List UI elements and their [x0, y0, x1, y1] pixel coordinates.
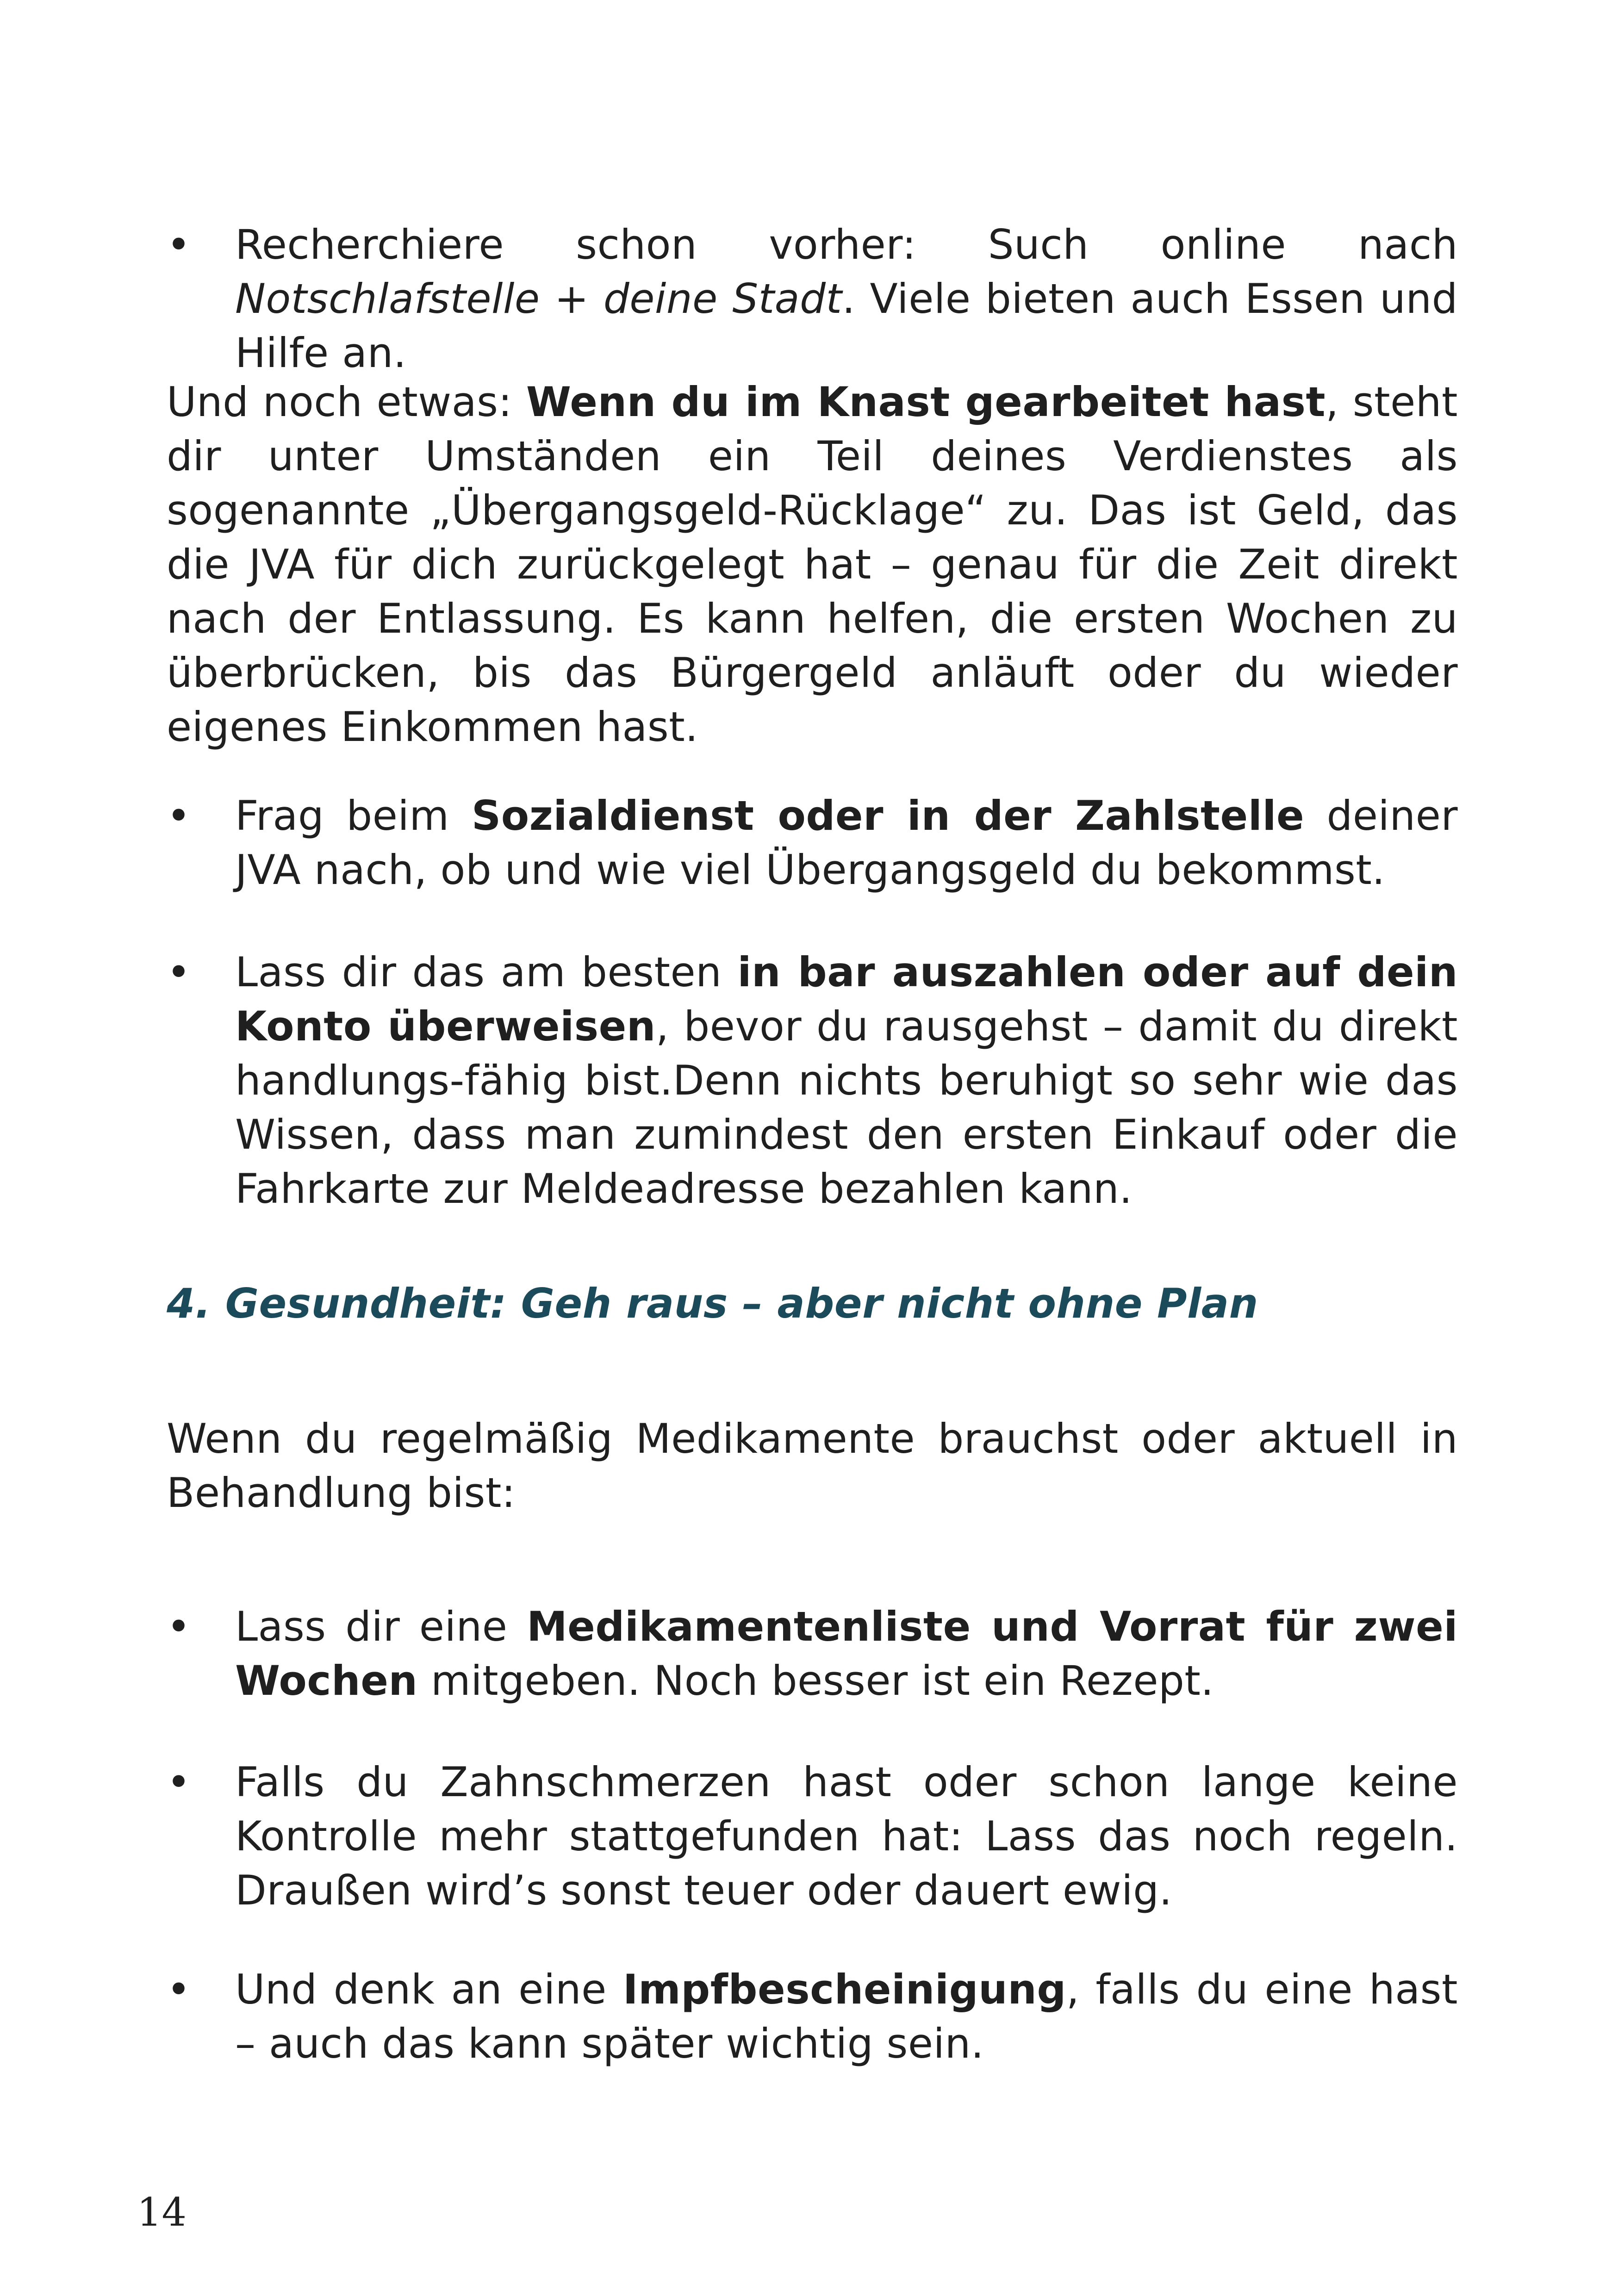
bullet-icon: • [167, 1603, 191, 1650]
bullet-item-zahnschmerzen [167, 1755, 1458, 1917]
bullet-item-research [167, 218, 1458, 380]
bullet-icon: • [167, 1758, 191, 1806]
text-run: Frag beim [235, 792, 472, 840]
paragraph-medikamente [167, 1412, 1458, 1520]
bullet-text [235, 945, 1458, 1216]
text-run: Falls du Zahnschmerzen hast oder schon lange keine Kontrolle mehr stattgefunden hat: Lass das noch regeln. Draußen wird’s sonst teuer oder dauert ewig. [235, 1758, 1458, 1914]
bullet-icon: • [167, 948, 191, 996]
text-run: Wenn du regelmäßig Medikamente brauchst oder aktuell in Behandlung bist: [167, 1415, 1458, 1517]
bullet-text [235, 789, 1458, 897]
page-number: 14 [137, 2190, 187, 2235]
bullet-item-medikamentenliste [167, 1599, 1458, 1708]
bullet-item-impfbescheinigung [167, 1962, 1458, 2071]
text-run: , falls du eine hast – auch das kann später wichtig sein. [235, 1966, 1458, 2067]
paragraph-uebergangsgeld [167, 375, 1458, 754]
bold-phrase: Sozialdienst oder in der Zahlstelle [471, 792, 1305, 840]
text-run: mitgeben. Noch besser ist ein Rezept. [417, 1657, 1214, 1705]
bold-phrase: Wenn du im Knast gearbeitet hast [526, 378, 1326, 426]
text-run: , steht dir unter Umständen ein Teil deines Verdienstes als sogenannte „Übergangsgeld-Rücklage“ zu. Das ist Geld, das die JVA für dich zurückgelegt hat – genau für die Zeit direkt nach der Entlassung. Es kann helfen, die ersten Wochen zu überbrücken, bis das Bürgergeld anläuft oder du wieder eigenes Einkommen hast. [167, 378, 1458, 751]
text-run: , bevor du rausgehst – damit du direkt handlungs-fähig bist.Denn nichts beruhigt so sehr wie das Wissen, dass man zumindest den ersten Einkauf oder die Fahrkarte zur Meldeadresse bezahlen kann. [235, 1002, 1458, 1213]
text-run: Lass dir das am besten [235, 948, 738, 996]
italic-phrase: Notschlafstelle + deine Stadt [235, 275, 842, 323]
section-heading: 4. Gesundheit: Geh raus – aber nicht ohne Plan [167, 1280, 1258, 1327]
text-run: Recherchiere schon vorher: Such online nach [235, 221, 1458, 268]
bullet-icon: • [167, 221, 191, 268]
text-run: Und noch etwas: [167, 378, 526, 426]
text-run: deiner JVA nach, ob und wie viel Übergangsgeld du bekommst. [235, 792, 1458, 894]
bold-phrase: Medikamentenliste und Vorrat für zwei Wochen [235, 1603, 1458, 1705]
text-run: Und denk an eine [235, 1966, 623, 2013]
text-run: Lass dir eine [235, 1603, 527, 1650]
bold-phrase: in bar auszahlen oder auf dein Konto überweisen [235, 948, 1458, 1050]
bullet-text [235, 1599, 1458, 1708]
bullet-text [235, 218, 1458, 380]
bold-phrase: Impfbescheinigung [622, 1966, 1066, 2013]
bullet-item-sozialdienst [167, 789, 1458, 897]
bullet-item-auszahlen [167, 945, 1458, 1216]
bullet-text [235, 1755, 1458, 1917]
text-run: . Viele bieten auch Essen und Hilfe an. [235, 275, 1458, 377]
bullet-icon: • [167, 1966, 191, 2013]
bullet-text [235, 1962, 1458, 2071]
bullet-icon: • [167, 792, 191, 840]
